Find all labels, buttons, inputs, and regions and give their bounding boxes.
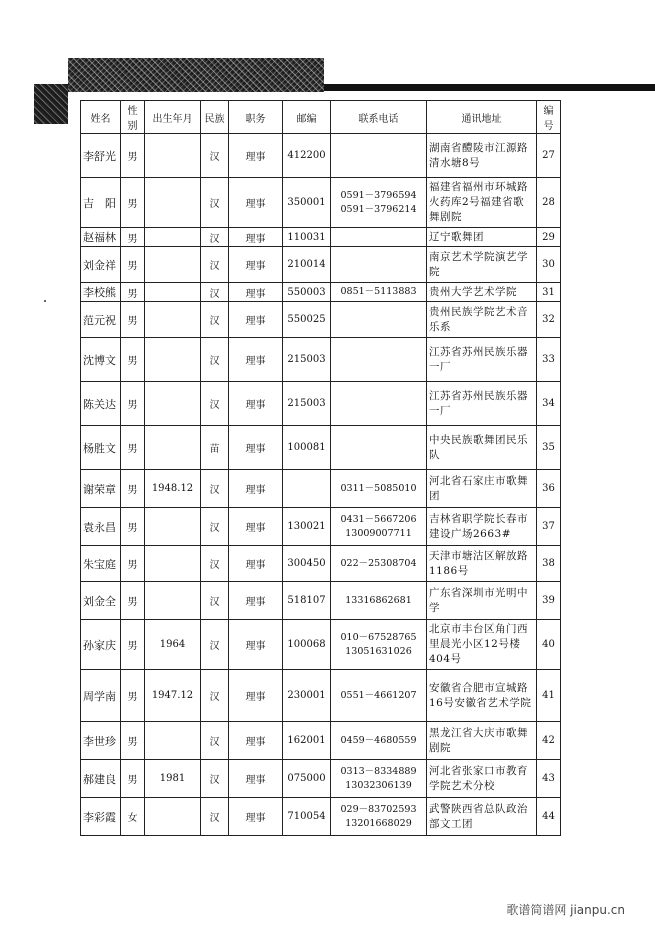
- col-header-phone: 联系电话: [331, 101, 427, 134]
- cell-gender: 男: [121, 178, 145, 228]
- cell-phone: [331, 546, 427, 582]
- cell-name: 李彩霞: [81, 798, 121, 836]
- cell-gender: 男: [121, 134, 145, 178]
- cell-role: 理事: [229, 546, 283, 582]
- cell-number: 35: [537, 426, 561, 470]
- cell-gender: 女: [121, 798, 145, 836]
- cell-address: 武警陕西省总队政治部文工团: [427, 798, 537, 836]
- cell-zip: 518107: [283, 582, 331, 620]
- cell-ethnic: 汉: [201, 470, 229, 508]
- cell-number: 31: [537, 283, 561, 302]
- cell-number: 28: [537, 178, 561, 228]
- cell-birth: 1947.12: [145, 670, 201, 722]
- cell-ethnic: 汉: [201, 302, 229, 338]
- cell-role: 理事: [229, 338, 283, 382]
- cell-address: 河北省石家庄市歌舞团: [427, 470, 537, 508]
- table-row: [81, 798, 561, 836]
- cell-role: 理事: [229, 134, 283, 178]
- cell-role: 理事: [229, 302, 283, 338]
- cell-phone: [331, 283, 427, 302]
- cell-name: 刘金全: [81, 582, 121, 620]
- cell-phone: [331, 228, 427, 247]
- cell-birth: [145, 302, 201, 338]
- cell-birth: [145, 338, 201, 382]
- phone-number: 13032306139: [345, 779, 412, 791]
- cell-name: 吉 阳: [81, 178, 121, 228]
- table-header-row: [81, 101, 561, 134]
- cell-number: 27: [537, 134, 561, 178]
- cell-ethnic: 汉: [201, 382, 229, 426]
- table-row: [81, 228, 561, 247]
- table-row: [81, 382, 561, 426]
- scan-speck: [44, 300, 46, 302]
- cell-name: 范元祝: [81, 302, 121, 338]
- table-row: [81, 722, 561, 760]
- cell-zip: [283, 470, 331, 508]
- cell-name: 赵福林: [81, 228, 121, 247]
- cell-address: 湖南省醴陵市江源路清水塘8号: [427, 134, 537, 178]
- cell-phone: [331, 247, 427, 283]
- cell-ethnic: 汉: [201, 134, 229, 178]
- col-header-number: 编号: [537, 101, 561, 134]
- cell-address: 安徽省合肥市宣城路16号安徽省艺术学院: [427, 670, 537, 722]
- col-header-name: 姓名: [81, 101, 121, 134]
- cell-role: 理事: [229, 228, 283, 247]
- cell-ethnic: 汉: [201, 508, 229, 546]
- col-header-birth: 出生年月: [145, 101, 201, 134]
- cell-gender: 男: [121, 247, 145, 283]
- cell-birth: [145, 247, 201, 283]
- cell-address: 贵州大学艺术学院: [427, 283, 537, 302]
- cell-number: 42: [537, 722, 561, 760]
- cell-zip: 215003: [283, 382, 331, 426]
- table-row: [81, 338, 561, 382]
- cell-gender: 男: [121, 670, 145, 722]
- table-row: [81, 582, 561, 620]
- cell-number: 30: [537, 247, 561, 283]
- cell-phone: [331, 670, 427, 722]
- cell-gender: 男: [121, 426, 145, 470]
- table-row: [81, 546, 561, 582]
- cell-number: 44: [537, 798, 561, 836]
- col-header-gender: 性别: [121, 101, 145, 134]
- cell-gender: 男: [121, 546, 145, 582]
- cell-birth: [145, 178, 201, 228]
- cell-number: 43: [537, 760, 561, 798]
- cell-ethnic: 汉: [201, 338, 229, 382]
- phone-number: 0551－4661207: [340, 689, 417, 701]
- cell-number: 36: [537, 470, 561, 508]
- cell-birth: 1964: [145, 620, 201, 670]
- phone-number: 0431－5667206: [340, 513, 417, 525]
- col-header-role: 职务: [229, 101, 283, 134]
- cell-ethnic: 汉: [201, 670, 229, 722]
- table-body: [81, 134, 561, 836]
- cell-phone: [331, 798, 427, 836]
- cell-address: 河北省张家口市教育学院艺术分校: [427, 760, 537, 798]
- cell-name: 刘金祥: [81, 247, 121, 283]
- cell-number: 29: [537, 228, 561, 247]
- phone-number: 0311－5085010: [340, 482, 417, 494]
- cell-role: 理事: [229, 582, 283, 620]
- cell-ethnic: 苗: [201, 426, 229, 470]
- cell-number: 33: [537, 338, 561, 382]
- cell-ethnic: 汉: [201, 546, 229, 582]
- cell-role: 理事: [229, 508, 283, 546]
- cell-birth: [145, 722, 201, 760]
- member-roster-table: [80, 100, 561, 836]
- cell-zip: 075000: [283, 760, 331, 798]
- cell-role: 理事: [229, 620, 283, 670]
- cell-ethnic: 汉: [201, 247, 229, 283]
- cell-birth: 1948.12: [145, 470, 201, 508]
- cell-phone: [331, 134, 427, 178]
- table-row: [81, 620, 561, 670]
- cell-gender: 男: [121, 228, 145, 247]
- cell-name: 孙家庆: [81, 620, 121, 670]
- cell-gender: 男: [121, 338, 145, 382]
- cell-gender: 男: [121, 582, 145, 620]
- cell-zip: 215003: [283, 338, 331, 382]
- cell-zip: 210014: [283, 247, 331, 283]
- table-row: [81, 760, 561, 798]
- cell-ethnic: 汉: [201, 228, 229, 247]
- col-header-address: 通讯地址: [427, 101, 537, 134]
- cell-address: 天津市塘沽区解放路1186号: [427, 546, 537, 582]
- cell-phone: [331, 382, 427, 426]
- col-header-zip: 邮编: [283, 101, 331, 134]
- cell-number: 34: [537, 382, 561, 426]
- phone-number: 0313－8334889: [340, 765, 417, 777]
- corner-decorative-block: [34, 84, 68, 124]
- cell-number: 40: [537, 620, 561, 670]
- cell-address: 北京市丰台区角门西里晨光小区12号楼404号: [427, 620, 537, 670]
- cell-ethnic: 汉: [201, 620, 229, 670]
- cell-role: 理事: [229, 470, 283, 508]
- cell-phone: [331, 338, 427, 382]
- table-row: [81, 426, 561, 470]
- phone-number: 029－83702593: [340, 803, 417, 815]
- cell-phone: [331, 178, 427, 228]
- cell-birth: [145, 134, 201, 178]
- cell-ethnic: 汉: [201, 760, 229, 798]
- cell-name: 陈关达: [81, 382, 121, 426]
- phone-number: 13201668029: [345, 817, 412, 829]
- table-row: [81, 283, 561, 302]
- cell-zip: 100068: [283, 620, 331, 670]
- cell-name: 沈博文: [81, 338, 121, 382]
- table-row: [81, 470, 561, 508]
- cell-role: 理事: [229, 283, 283, 302]
- cell-ethnic: 汉: [201, 178, 229, 228]
- cell-birth: 1981: [145, 760, 201, 798]
- cell-birth: [145, 228, 201, 247]
- cell-zip: 230001: [283, 670, 331, 722]
- cell-gender: 男: [121, 470, 145, 508]
- cell-zip: 100081: [283, 426, 331, 470]
- cell-name: 郝建良: [81, 760, 121, 798]
- cell-ethnic: 汉: [201, 798, 229, 836]
- cell-gender: 男: [121, 722, 145, 760]
- cell-address: 贵州民族学院艺术音乐系: [427, 302, 537, 338]
- header-decorative-band: [68, 58, 324, 92]
- cell-birth: [145, 508, 201, 546]
- cell-name: 李世珍: [81, 722, 121, 760]
- cell-address: 广东省深圳市光明中学: [427, 582, 537, 620]
- phone-number: 13009007711: [345, 527, 412, 539]
- cell-phone: [331, 302, 427, 338]
- table-row: [81, 508, 561, 546]
- table-row: [81, 178, 561, 228]
- table-row: [81, 670, 561, 722]
- phone-number: 0459－4680559: [340, 734, 417, 746]
- cell-role: 理事: [229, 247, 283, 283]
- cell-zip: 550003: [283, 283, 331, 302]
- cell-zip: 130021: [283, 508, 331, 546]
- cell-role: 理事: [229, 760, 283, 798]
- phone-number: 13316862681: [345, 594, 412, 606]
- cell-number: 32: [537, 302, 561, 338]
- cell-phone: [331, 760, 427, 798]
- cell-name: 朱宝庭: [81, 546, 121, 582]
- cell-birth: [145, 798, 201, 836]
- cell-gender: 男: [121, 382, 145, 426]
- cell-number: 39: [537, 582, 561, 620]
- cell-gender: 男: [121, 760, 145, 798]
- cell-address: 中央民族歌舞团民乐队: [427, 426, 537, 470]
- cell-zip: 550025: [283, 302, 331, 338]
- cell-birth: [145, 382, 201, 426]
- cell-phone: [331, 426, 427, 470]
- cell-phone: [331, 582, 427, 620]
- cell-address: 吉林省职学院长春市建设广场2663#: [427, 508, 537, 546]
- cell-name: 杨胜文: [81, 426, 121, 470]
- cell-role: 理事: [229, 722, 283, 760]
- cell-address: 江苏省苏州民族乐器一厂: [427, 338, 537, 382]
- cell-gender: 男: [121, 302, 145, 338]
- cell-phone: [331, 722, 427, 760]
- cell-gender: 男: [121, 620, 145, 670]
- phone-number: 010－67528765: [340, 631, 417, 643]
- cell-role: 理事: [229, 382, 283, 426]
- cell-zip: 110031: [283, 228, 331, 247]
- header-rule: [324, 84, 655, 91]
- cell-address: 南京艺术学院演艺学院: [427, 247, 537, 283]
- cell-name: 谢荣章: [81, 470, 121, 508]
- cell-zip: 412200: [283, 134, 331, 178]
- cell-number: 38: [537, 546, 561, 582]
- table-row: [81, 302, 561, 338]
- cell-name: 李校熊: [81, 283, 121, 302]
- phone-number: 0591－3796594: [340, 189, 417, 201]
- cell-role: 理事: [229, 426, 283, 470]
- cell-ethnic: 汉: [201, 582, 229, 620]
- phone-number: 0851－5113883: [340, 286, 417, 297]
- cell-birth: [145, 426, 201, 470]
- cell-zip: 350001: [283, 178, 331, 228]
- cell-ethnic: 汉: [201, 283, 229, 302]
- cell-role: 理事: [229, 670, 283, 722]
- cell-address: 黑龙江省大庆市歌舞剧院: [427, 722, 537, 760]
- cell-zip: 710054: [283, 798, 331, 836]
- cell-gender: 男: [121, 508, 145, 546]
- cell-birth: [145, 546, 201, 582]
- cell-address: 福建省福州市环城路火药库2号福建省歌舞剧院: [427, 178, 537, 228]
- cell-role: 理事: [229, 178, 283, 228]
- table-row: [81, 247, 561, 283]
- cell-gender: 男: [121, 283, 145, 302]
- cell-ethnic: 汉: [201, 722, 229, 760]
- cell-number: 37: [537, 508, 561, 546]
- cell-zip: 162001: [283, 722, 331, 760]
- cell-name: 袁永昌: [81, 508, 121, 546]
- cell-number: 41: [537, 670, 561, 722]
- phone-number: 0591－3796214: [340, 203, 417, 215]
- cell-phone: [331, 620, 427, 670]
- cell-name: 李舒光: [81, 134, 121, 178]
- cell-role: 理事: [229, 798, 283, 836]
- cell-birth: [145, 582, 201, 620]
- cell-address: 辽宁歌舞团: [427, 228, 537, 247]
- cell-phone: [331, 470, 427, 508]
- cell-address: 江苏省苏州民族乐器一厂: [427, 382, 537, 426]
- cell-birth: [145, 283, 201, 302]
- phone-number: 022－25308704: [340, 557, 417, 569]
- table-row: [81, 134, 561, 178]
- cell-zip: 300450: [283, 546, 331, 582]
- site-watermark: 歌谱简谱网 jianpu.cn: [506, 903, 625, 917]
- cell-name: 周学南: [81, 670, 121, 722]
- col-header-ethnic: 民族: [201, 101, 229, 134]
- cell-phone: [331, 508, 427, 546]
- phone-number: 13051631026: [345, 645, 412, 657]
